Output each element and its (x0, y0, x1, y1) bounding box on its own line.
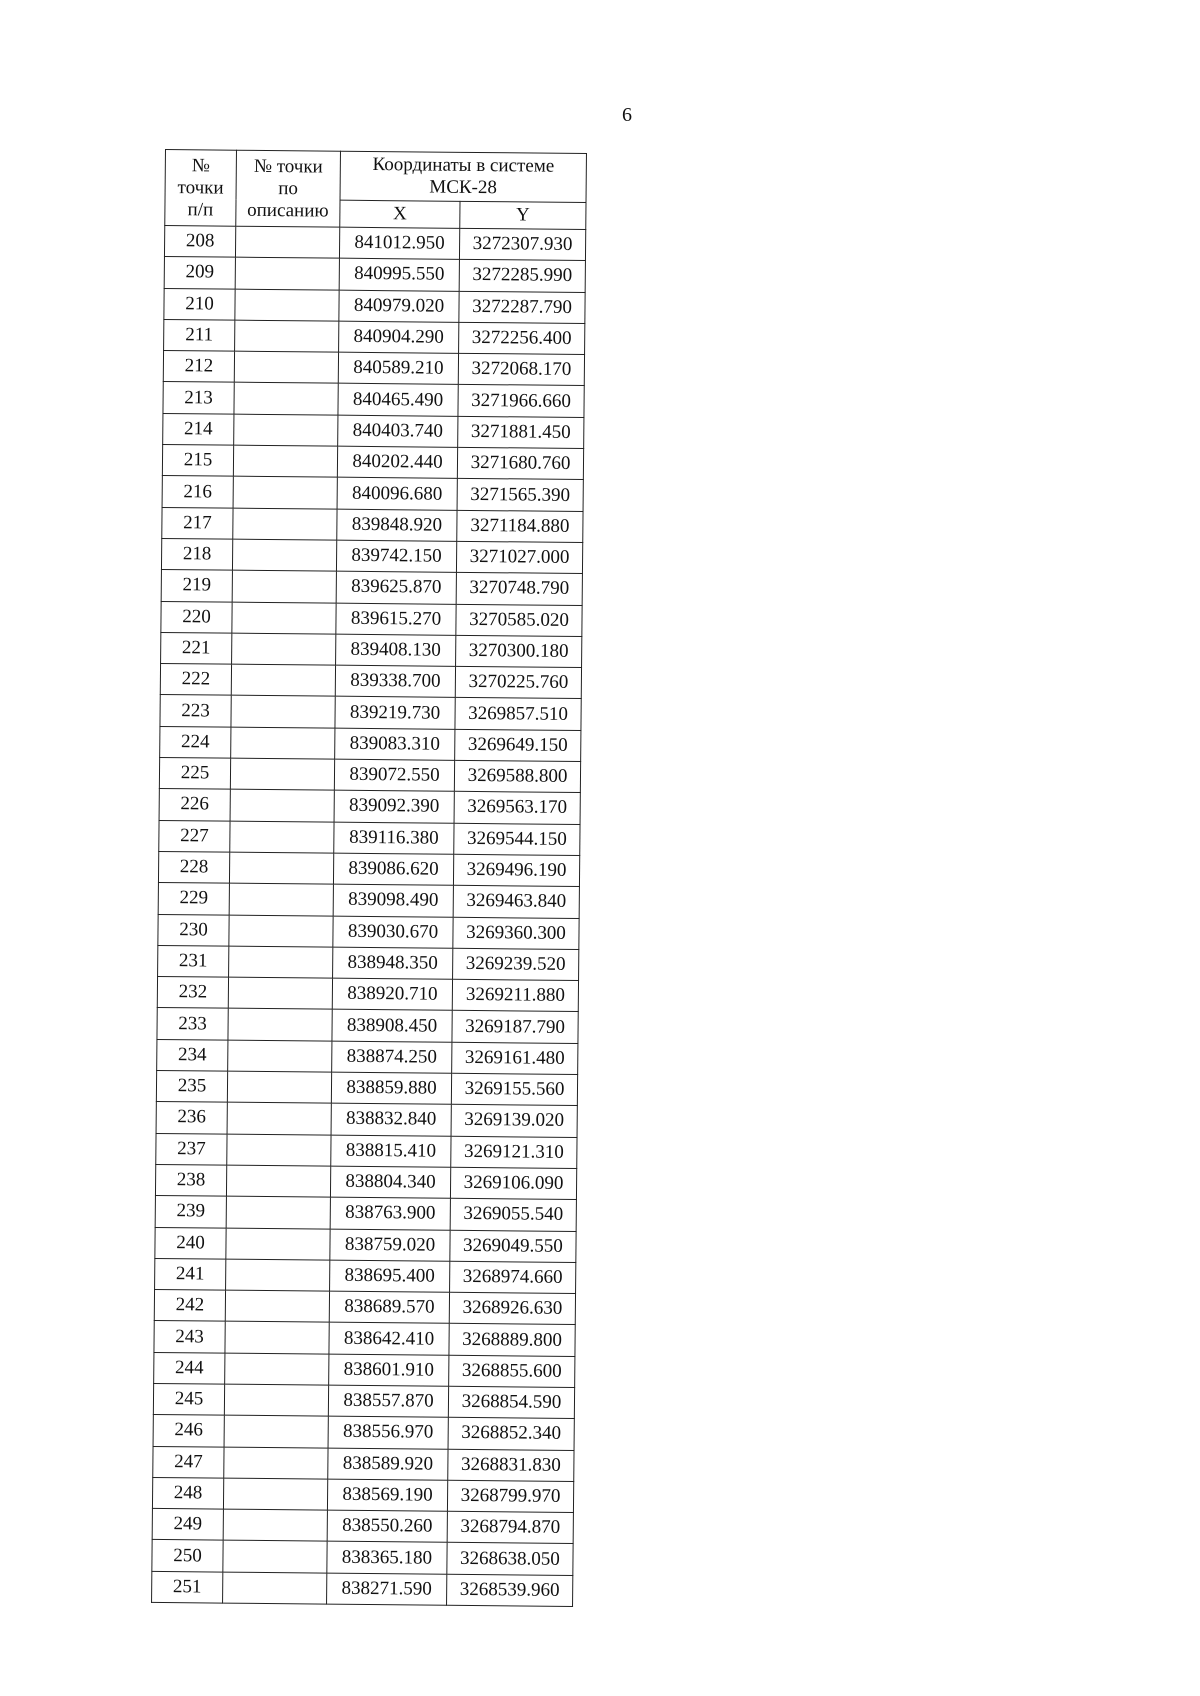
cell-point-number: 212 (163, 351, 234, 383)
table-row (155, 1227, 576, 1262)
cell-y: 3269055.540 (450, 1198, 576, 1231)
cell-x: 840096.680 (337, 478, 457, 510)
table-row (155, 1258, 576, 1293)
cell-y: 3269239.520 (453, 948, 579, 981)
cell-point-number: 248 (152, 1477, 223, 1509)
cell-x: 840995.550 (339, 258, 459, 290)
cell-x: 839083.310 (335, 728, 455, 760)
table-row (160, 726, 581, 761)
cell-point-number: 222 (160, 664, 231, 696)
cell-x: 840403.740 (338, 415, 458, 447)
table-row (158, 851, 579, 886)
header-point-number-line: № (191, 154, 211, 176)
cell-x: 838642.410 (329, 1323, 449, 1355)
cell-x: 838948.350 (333, 947, 453, 979)
cell-description-point (227, 1071, 331, 1103)
cell-description-point (224, 1384, 328, 1416)
cell-point-number: 244 (154, 1352, 225, 1384)
cell-y: 3272307.930 (459, 228, 585, 261)
cell-y: 3271966.660 (458, 385, 584, 418)
cell-point-number: 234 (157, 1039, 228, 1071)
cell-point-number: 217 (162, 507, 233, 539)
table-row (156, 1070, 577, 1105)
cell-x: 838874.250 (332, 1041, 452, 1073)
cell-point-number: 227 (159, 820, 230, 852)
cell-point-number: 209 (164, 257, 235, 289)
table-row (164, 288, 585, 323)
cell-x: 839030.670 (333, 916, 453, 948)
cell-description-point (228, 977, 332, 1009)
cell-y: 3272285.990 (459, 260, 585, 293)
table-row (159, 758, 580, 793)
cell-y: 3268539.960 (447, 1574, 573, 1607)
cell-x: 839219.730 (335, 697, 455, 729)
cell-point-number: 231 (158, 945, 229, 977)
cell-x: 840904.290 (339, 321, 459, 353)
table-row (157, 1008, 578, 1043)
cell-x: 838365.180 (327, 1542, 447, 1574)
table-row (163, 382, 584, 417)
cell-x: 838859.880 (331, 1072, 451, 1104)
cell-x: 839338.700 (335, 665, 455, 697)
cell-point-number: 213 (163, 382, 234, 414)
cell-description-point (233, 445, 337, 477)
table-row (153, 1383, 574, 1418)
cell-x: 838695.400 (330, 1260, 450, 1292)
cell-y: 3269106.090 (450, 1167, 576, 1200)
cell-x: 838908.450 (332, 1010, 452, 1042)
cell-description-point (223, 1541, 327, 1573)
table-row (158, 914, 579, 949)
table-row (153, 1415, 574, 1450)
cell-point-number: 226 (159, 789, 230, 821)
cell-x: 838689.570 (329, 1291, 449, 1323)
cell-x: 839092.390 (334, 790, 454, 822)
cell-point-number: 214 (163, 413, 234, 445)
cell-x: 839072.550 (334, 759, 454, 791)
cell-y: 3269588.800 (454, 760, 580, 793)
cell-x: 838763.900 (330, 1197, 450, 1229)
cell-x: 839615.270 (336, 603, 456, 635)
cell-description-point (228, 1040, 332, 1072)
cell-description-point (229, 883, 333, 915)
table-row (157, 1039, 578, 1074)
cell-y: 3268638.050 (447, 1543, 573, 1576)
cell-description-point (232, 633, 336, 665)
header-coordinates-title (340, 151, 586, 202)
table-row (152, 1509, 573, 1544)
cell-x: 841012.950 (339, 227, 459, 259)
cell-point-number: 232 (157, 977, 228, 1009)
cell-y: 3269155.560 (451, 1073, 577, 1106)
cell-y: 3268855.600 (449, 1355, 575, 1388)
cell-x: 840465.490 (338, 384, 458, 416)
cell-y: 3269139.020 (451, 1105, 577, 1138)
table-row (154, 1290, 575, 1325)
cell-y: 3271184.880 (457, 510, 583, 543)
table-row (159, 820, 580, 855)
cell-y: 3270748.790 (456, 573, 582, 606)
header-point-number (165, 150, 237, 227)
cell-description-point (229, 915, 333, 947)
cell-y: 3269360.300 (453, 917, 579, 950)
table-row (156, 1102, 577, 1137)
cell-point-number: 229 (158, 883, 229, 915)
header-description-point-line: по (278, 177, 299, 199)
cell-description-point (226, 1228, 330, 1260)
cell-description-point (234, 383, 338, 415)
cell-y: 3270225.760 (455, 666, 581, 699)
cell-description-point (234, 351, 338, 383)
table-row (161, 538, 582, 573)
cell-point-number: 220 (161, 601, 232, 633)
cell-x: 838271.590 (327, 1573, 447, 1605)
cell-point-number: 246 (153, 1415, 224, 1447)
table-row (162, 445, 583, 480)
cell-point-number: 208 (164, 226, 235, 258)
table-row (155, 1164, 576, 1199)
header-description-point-line: описанию (247, 199, 329, 222)
cell-description-point (227, 1102, 331, 1134)
cell-x: 838804.340 (330, 1166, 450, 1198)
cell-description-point (227, 1134, 331, 1166)
cell-description-point (223, 1509, 327, 1541)
cell-description-point (226, 1165, 330, 1197)
cell-description-point (229, 852, 333, 884)
cell-y: 3269857.510 (455, 698, 581, 731)
cell-description-point (230, 758, 334, 790)
cell-point-number: 239 (155, 1196, 226, 1228)
cell-point-number: 218 (161, 538, 232, 570)
table-row (154, 1352, 575, 1387)
cell-x: 838589.920 (328, 1448, 448, 1480)
cell-point-number: 237 (156, 1133, 227, 1165)
cell-description-point (229, 946, 333, 978)
cell-x: 838759.020 (330, 1229, 450, 1261)
cell-description-point (230, 790, 334, 822)
cell-y: 3269187.790 (452, 1011, 578, 1044)
table-row (164, 257, 585, 292)
table-row (154, 1321, 575, 1356)
cell-description-point (231, 696, 335, 728)
cell-description-point (232, 539, 336, 571)
cell-description-point (231, 664, 335, 696)
cell-point-number: 215 (162, 445, 233, 477)
cell-description-point (232, 570, 336, 602)
cell-y: 3269649.150 (455, 729, 581, 762)
cell-x: 839742.150 (336, 540, 456, 572)
cell-y: 3269496.190 (453, 854, 579, 887)
cell-point-number: 225 (159, 758, 230, 790)
table-row (155, 1196, 576, 1231)
cell-point-number: 219 (161, 570, 232, 602)
cell-description-point (235, 320, 339, 352)
cell-x: 839116.380 (334, 822, 454, 854)
cell-point-number: 221 (161, 632, 232, 664)
cell-y: 3269463.840 (453, 886, 579, 919)
cell-description-point (235, 257, 339, 289)
cell-description-point (233, 477, 337, 509)
table-row (162, 476, 583, 511)
cell-point-number: 230 (158, 914, 229, 946)
cell-x: 838557.870 (328, 1385, 448, 1417)
table-row (152, 1540, 573, 1575)
cell-description-point (235, 289, 339, 321)
table-row (157, 977, 578, 1012)
cell-y: 3269544.150 (454, 823, 580, 856)
cell-description-point (232, 602, 336, 634)
table-row (163, 351, 584, 386)
cell-y: 3268926.630 (449, 1292, 575, 1325)
cell-x: 840979.020 (339, 290, 459, 322)
cell-x: 839408.130 (336, 634, 456, 666)
cell-description-point (234, 414, 338, 446)
cell-description-point (224, 1415, 328, 1447)
coordinates-table (151, 149, 587, 1607)
cell-description-point (235, 226, 339, 258)
cell-y: 3268852.340 (448, 1418, 574, 1451)
table-row (153, 1446, 574, 1481)
header-description-point-line: № точки (253, 155, 323, 178)
table-row (160, 664, 581, 699)
table-row (160, 695, 581, 730)
cell-point-number: 247 (153, 1446, 224, 1478)
cell-description-point (233, 508, 337, 540)
cell-description-point (225, 1290, 329, 1322)
cell-point-number: 228 (158, 851, 229, 883)
table-row (161, 632, 582, 667)
cell-point-number: 216 (162, 476, 233, 508)
cell-description-point (225, 1322, 329, 1354)
cell-y: 3268854.590 (448, 1386, 574, 1419)
cell-y: 3268799.970 (447, 1480, 573, 1513)
cell-y: 3268889.800 (449, 1324, 575, 1357)
cell-point-number: 243 (154, 1321, 225, 1353)
cell-x: 838556.970 (328, 1416, 448, 1448)
cell-y: 3271881.450 (458, 416, 584, 449)
table-row (164, 319, 585, 354)
cell-x: 840202.440 (337, 446, 457, 478)
table-row (162, 507, 583, 542)
cell-description-point (230, 821, 334, 853)
cell-y: 3268974.660 (450, 1261, 576, 1294)
cell-point-number: 236 (156, 1102, 227, 1134)
table-row (152, 1477, 573, 1512)
cell-y: 3271565.390 (457, 479, 583, 512)
header-x: X (340, 200, 460, 228)
cell-point-number: 241 (155, 1258, 226, 1290)
cell-point-number: 235 (156, 1070, 227, 1102)
cell-y: 3268831.830 (448, 1449, 574, 1482)
cell-y: 3272256.400 (459, 322, 585, 355)
cell-y: 3271027.000 (456, 541, 582, 574)
cell-x: 838815.410 (331, 1135, 451, 1167)
cell-y: 3268794.870 (447, 1511, 573, 1544)
cell-point-number: 251 (152, 1571, 223, 1603)
table-header (165, 150, 587, 230)
cell-description-point (225, 1353, 329, 1385)
cell-point-number: 233 (157, 1008, 228, 1040)
table-row (159, 789, 580, 824)
cell-y: 3269563.170 (454, 792, 580, 825)
table-row (161, 601, 582, 636)
cell-x: 839098.490 (333, 884, 453, 916)
cell-x: 839086.620 (333, 853, 453, 885)
cell-description-point (226, 1259, 330, 1291)
cell-x: 839848.920 (337, 509, 457, 541)
cell-y: 3270585.020 (456, 604, 582, 637)
cell-point-number: 223 (160, 695, 231, 727)
cell-description-point (228, 1009, 332, 1041)
cell-x: 838832.840 (331, 1103, 451, 1135)
table-row (156, 1133, 577, 1168)
header-coordinates-title-line: Координаты в системе (372, 153, 555, 177)
cell-point-number: 245 (153, 1383, 224, 1415)
cell-x: 838569.190 (327, 1479, 447, 1511)
cell-y: 3271680.760 (457, 447, 583, 480)
cell-description-point (224, 1447, 328, 1479)
table-row (163, 413, 584, 448)
cell-description-point (223, 1478, 327, 1510)
cell-point-number: 242 (154, 1290, 225, 1322)
cell-description-point (226, 1196, 330, 1228)
cell-point-number: 250 (152, 1540, 223, 1572)
cell-point-number: 210 (164, 288, 235, 320)
cell-x: 838550.260 (327, 1510, 447, 1542)
table-body (152, 226, 586, 1607)
cell-y: 3269211.880 (452, 979, 578, 1012)
page-number: 6 (622, 104, 632, 126)
header-coordinates-title-line: МСК-28 (429, 176, 498, 199)
cell-x: 840589.210 (338, 352, 458, 384)
cell-description-point (223, 1572, 327, 1604)
cell-x: 839625.870 (336, 571, 456, 603)
table-row (164, 226, 585, 261)
header-point-number-line: п/п (187, 198, 214, 220)
cell-description-point (231, 727, 335, 759)
cell-y: 3269121.310 (451, 1136, 577, 1169)
cell-y: 3272068.170 (458, 354, 584, 387)
header-y: Y (460, 201, 586, 229)
cell-point-number: 211 (164, 319, 235, 351)
table-row (152, 1571, 573, 1606)
cell-point-number: 238 (155, 1164, 226, 1196)
cell-point-number: 224 (160, 726, 231, 758)
cell-x: 838601.910 (329, 1354, 449, 1386)
cell-point-number: 249 (152, 1509, 223, 1541)
header-point-number-line: точки (177, 176, 224, 199)
cell-y: 3270300.180 (456, 635, 582, 668)
table-row (158, 945, 579, 980)
cell-x: 838920.710 (332, 978, 452, 1010)
cell-point-number: 240 (155, 1227, 226, 1259)
header-description-point (236, 150, 341, 227)
table-row (158, 883, 579, 918)
cell-y: 3269161.480 (452, 1042, 578, 1075)
table-row (161, 570, 582, 605)
cell-y: 3272287.790 (459, 291, 585, 324)
cell-y: 3269049.550 (450, 1230, 576, 1263)
